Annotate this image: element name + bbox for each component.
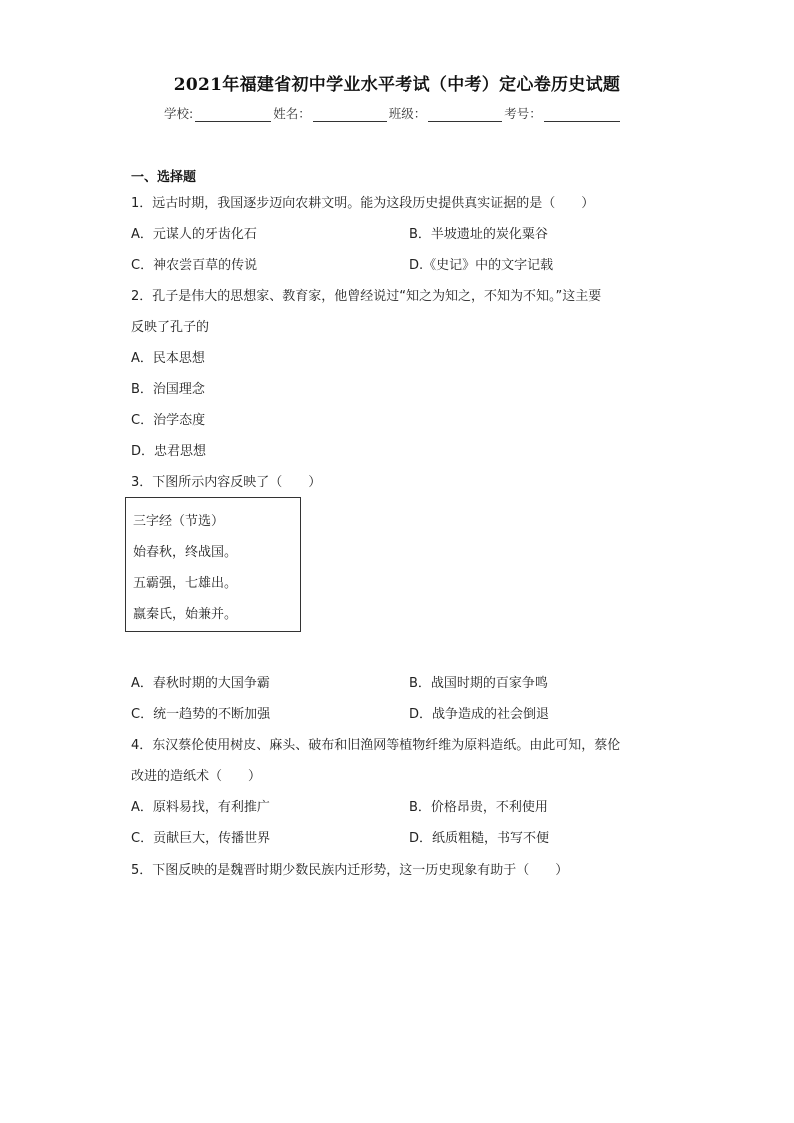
q2-stem-line1: 2．孔子是伟大的思想家、教育家，他曾经说过“知之为知之，不知为不知。”这主要 [131, 289, 602, 304]
q3-option-c: C．统一趋势的不断加强 [131, 707, 271, 722]
quote-line-2: 五霸强，七雄出。 [133, 576, 238, 591]
q4-option-a: A．原料易找，有利推广 [131, 800, 270, 815]
class-label: 班级： [388, 106, 427, 121]
q2-option-d: D．忠君思想 [131, 444, 207, 459]
quote-box [125, 497, 301, 632]
q3-option-a: A．春秋时期的大国争霸 [131, 676, 270, 691]
quote-title: 三字经（节选） [133, 514, 225, 529]
q3-option-b: B．战国时期的百家争鸣 [409, 676, 548, 691]
q1-stem: 1．远古时期，我国逐步迈向农耕文明。能为这段历史提供真实证据的是（ ） [131, 196, 595, 211]
q1-option-c: C．神农尝百草的传说 [131, 258, 258, 273]
q1-option-b: B．半坡遗址的炭化粟谷 [409, 227, 548, 242]
q1-option-d: D.《史记》中的文字记载 [409, 258, 554, 273]
q2-option-a: A．民本思想 [131, 351, 205, 366]
q4-option-d: D．纸质粗糙，书写不便 [409, 831, 550, 846]
page-title: 2021年福建省初中学业水平考试（中考）定心卷历史试题 [173, 75, 621, 95]
q3-stem: 3．下图所示内容反映了（ ） [131, 475, 322, 490]
name-label: 姓名： [273, 106, 311, 121]
section-heading: 一、选择题 [131, 170, 197, 185]
q4-stem-line2: 改进的造纸术（ ） [131, 769, 262, 784]
quote-line-1: 始春秋，终战国。 [133, 545, 238, 560]
student-info-row [164, 104, 622, 122]
q4-option-c: C．贡献巨大，传播世界 [131, 831, 271, 846]
q3-option-d: D．战争造成的社会倒退 [409, 707, 550, 722]
q2-stem-line2: 反映了孔子的 [131, 320, 210, 335]
quote-line-3: 嬴秦氏，始兼并。 [133, 607, 238, 622]
name-blank [313, 107, 387, 122]
number-label: 考号： [504, 106, 542, 121]
q2-option-c: C．治学态度 [131, 413, 206, 428]
q4-stem-line1: 4．东汉蔡伦使用树皮、麻头、破布和旧渔网等植物纤维为原料造纸。由此可知，蔡伦 [131, 738, 621, 753]
q4-option-b: B．价格昂贵，不利使用 [409, 800, 548, 815]
school-label: 学校: [164, 106, 194, 121]
q1-option-a: A．元谋人的牙齿化石 [131, 227, 257, 242]
q5-stem: 5．下图反映的是魏晋时期少数民族内迁形势，这一历史现象有助于（ ） [131, 863, 569, 878]
class-blank [428, 107, 502, 122]
q2-option-b: B．治国理念 [131, 382, 205, 397]
number-blank [544, 107, 620, 122]
school-blank [195, 107, 271, 122]
